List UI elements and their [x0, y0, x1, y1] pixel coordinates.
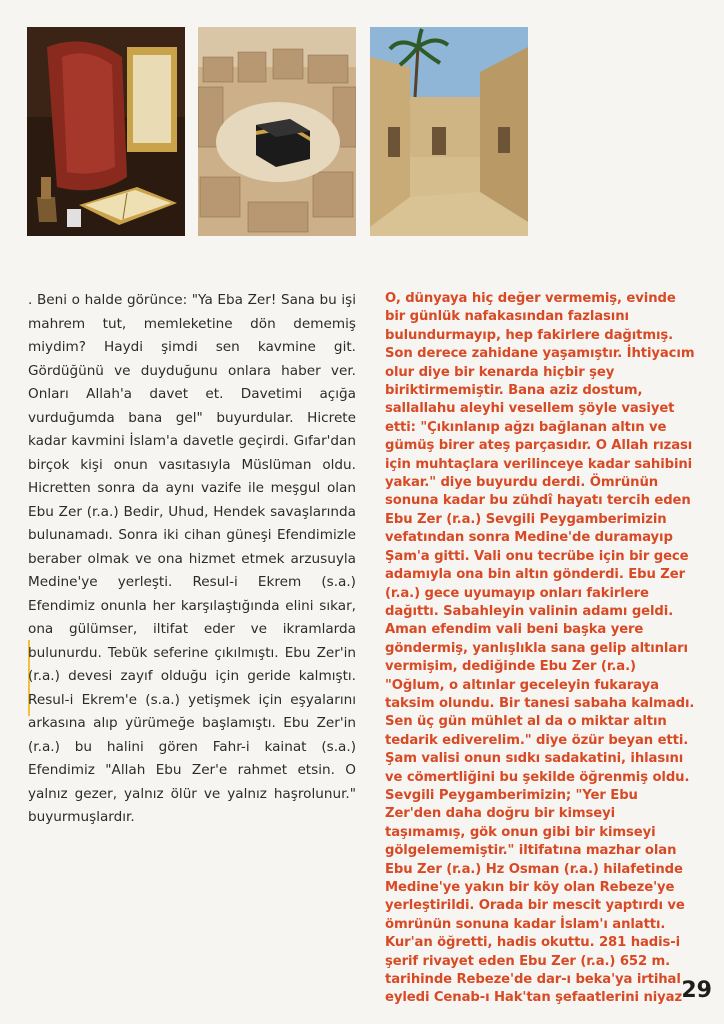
village-street-painting-graphic	[370, 27, 528, 236]
right-text-column	[385, 290, 697, 1008]
page-number: 29	[681, 978, 712, 1003]
village-street-painting	[370, 27, 528, 236]
manuscripts-painting	[27, 27, 185, 236]
kaaba-painting-graphic	[198, 27, 356, 236]
manuscripts-painting-graphic	[27, 27, 185, 236]
left-text-column	[28, 289, 356, 830]
kaaba-painting	[198, 27, 356, 236]
right-paragraph: O, dünyaya hiç değer vermemiş, evinde bir günlük nafakasından fazlasını bulundurmayıp, hep fakirlere dağıtmış. Son derece zahidane yaşamıştır. İhtiyacım olur diye bir kenarda hiçbir şey biriktirmemiştir. Bana aziz dostum, sallallahu aleyhi vesellem şöyle vasiyet etti: "Çıkınlanıp ağzı bağlanan altın ve gümüş birer ateş parçasıdır. O Allah rızası için muhtaçlara verilinceye kadar sahibini yakar." diye buyurdu derdi. Ömrünün sonuna kadar bu zühdî hayatı tercih eden Ebu Zer (r.a.) Sevgili Peygamberimizin vefatından sonra Medine'de duramayıp Şam'a gitti. Vali onu tecrübe için bir gece adamıyla ona bin altın gönderdi. Ebu Zer (r.a.) gece uyumayıp onları fakirlere dağıttı. Sabahleyin valinin adamı geldi. Aman efendim vali beni başka yere göndermiş, yanlışlıkla sana gelip altınları vermişim, dediğinde Ebu Zer (r.a.) "Oğlum, o altınlar geceleyin fukaraya taksim olundu. Bir tanesi sabaha kalmadı. Sen üç gün mühlet al da o miktar altın tedarik ediverelim." diye özür beyan etti. Şam valisi onun sıdkı sadakatini, ihlasını ve cömertliğini bu şekilde öğrenmiş oldu. Sevgili Peygamberimizin; "Yer Ebu Zer'den daha doğru bir kimseyi taşımamış, gök onun gibi bir kimseyi gölgelememiştir." iltifatına mazhar olan Ebu Zer (r.a.) Hz Osman (r.a.) hilafetinde Medine'ye yakın bir köy olan Rebeze'ye yerleştirildi. Orada bir mescit yaptırdı ve ömrünün sonuna kadar İslam'ı anlattı. Kur'an öğretti, hadis okuttu. 281 hadis-i şerif rivayet eden Ebu Zer (r.a.) 652 m. tarihinde Rebeze'de dar-ı beka'ya irtihal eyledi Cenab-ı Hak'tan şefaatlerini niyaz	[385, 291, 695, 1006]
left-paragraph: . Beni o halde görünce: "Ya Eba Zer! Sana bu işi mahrem tut, memleketine dön dememiş miydim? Haydi şimdi sen kavmine git. Gördüğünü ve duyduğunu onlara haber ver. Onları Allah'a davet et. Davetimi açığa vurduğumda bana gel" buyurdular. Hicrete kadar kavmini İslam'a davetle geçirdi. Gıfar'dan birçok kişi onun vasıtasıyla Müslüman oldu. Hicretten sonra da aynı vazife ile meşgul olan Ebu Zer (r.a.) Bedir, Uhud, Hendek savaşlarında bulunamadı. Sonra iki cihan güneşi Efendimizle beraber olmak ve ona hizmet etmek arzusuyla Medine'ye yerleşti. Resul-i Ekrem (s.a.) Efendimiz onunla her karşılaştığında elini sıkar, ona gülümser, iltifat eder ve ikramlarda bulunurdu. Tebük seferine çıkılmıştı. Ebu Zer'in (r.a.) devesi zayıf olduğu için geride kalmıştı. Resul-i Ekrem'e (s.a.) yetişmek için eşyalarını arkasına alıp yürümeğe başlamıştı. Ebu Zer'in (r.a.) bu halini gören Fahr-i kainat (s.a.) Efendimiz "Allah Ebu Zer'e rahmet etsin. O yalnız gezer, yalnız ölür ve yalnız haşrolunur." buyurmuşlardır.	[28, 292, 356, 825]
